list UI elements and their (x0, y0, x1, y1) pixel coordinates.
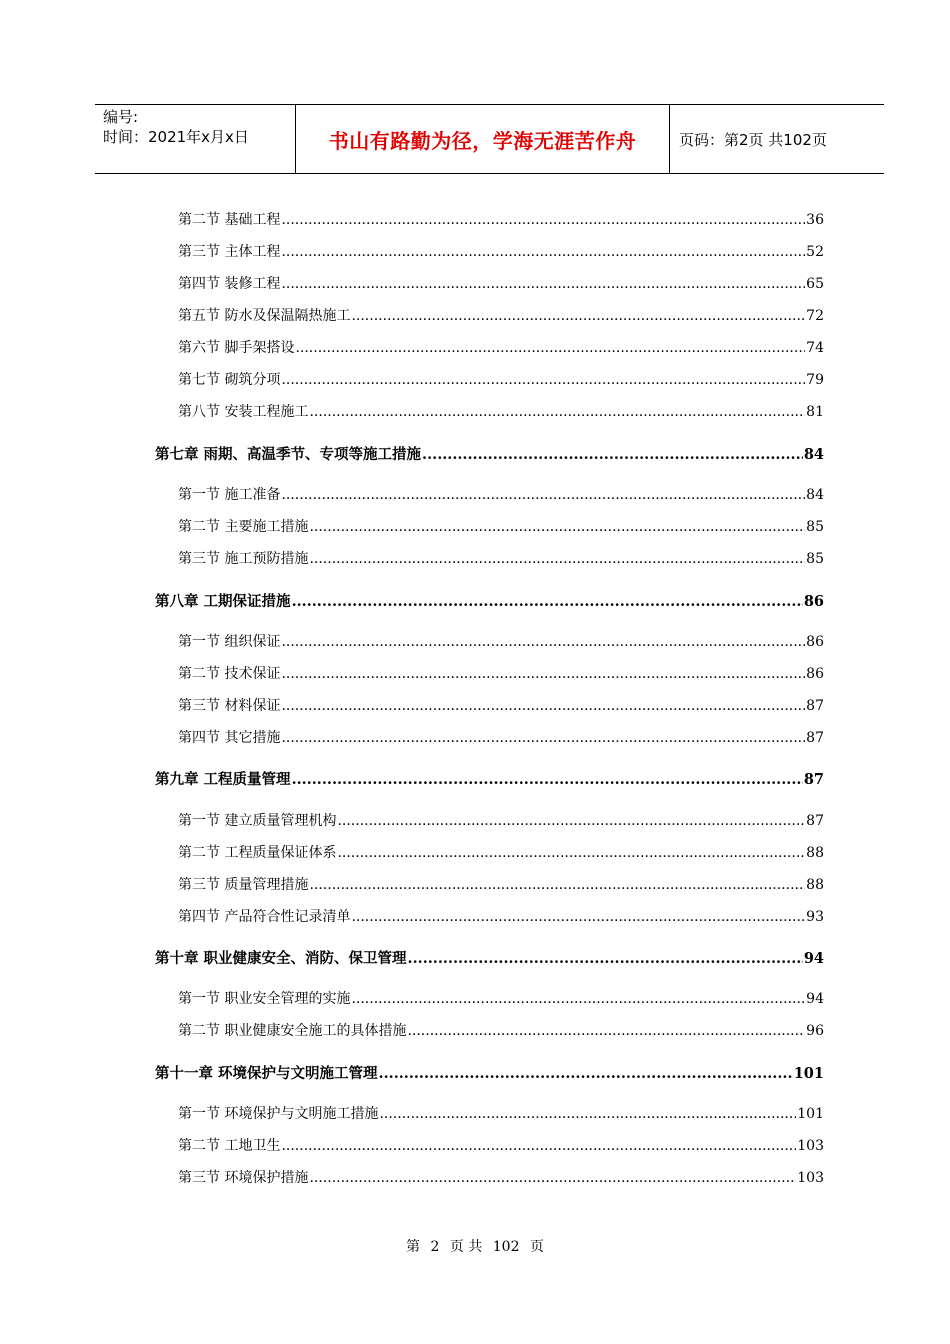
toc-entry-title: 第九章 工程质量管理 (155, 771, 291, 788)
toc-entry-title: 第三节 环境保护措施 (178, 1170, 309, 1186)
toc-leader-dots (281, 212, 805, 228)
toc-entry-page: 86 (806, 666, 824, 682)
toc-section-entry[interactable] (178, 305, 824, 325)
toc-leader-dots (292, 593, 803, 610)
toc-entry-title: 第三节 材料保证 (178, 698, 281, 714)
toc-entry-page: 87 (806, 730, 824, 746)
toc-leader-dots (281, 698, 805, 714)
toc-entry-title: 第八章 工期保证措施 (155, 593, 291, 610)
toc-entry-page: 65 (806, 276, 824, 292)
toc-leader-dots (337, 813, 805, 829)
toc-entry-title: 第一节 环境保护与文明施工措施 (178, 1106, 379, 1122)
toc-section-entry[interactable] (178, 906, 824, 926)
toc-chapter-entry[interactable] (155, 443, 824, 464)
toc-entry-page: 79 (806, 372, 824, 388)
toc-chapter-entry[interactable] (155, 1062, 824, 1083)
toc-leader-dots (281, 1138, 796, 1154)
toc-section-entry[interactable] (178, 663, 824, 683)
toc-entry-title: 第二节 职业健康安全施工的具体措施 (178, 1023, 407, 1039)
toc-leader-dots (309, 404, 805, 420)
toc-entry-title: 第四节 其它措施 (178, 730, 281, 746)
toc-entry-page: 72 (806, 308, 824, 324)
toc-leader-dots (351, 991, 805, 1007)
toc-entry-title: 第十一章 环境保护与文明施工管理 (155, 1065, 378, 1082)
document-number-label: 编号: (103, 108, 139, 126)
toc-entry-page: 96 (806, 1023, 824, 1039)
toc-entry-title: 第三节 施工预防措施 (178, 551, 309, 567)
toc-leader-dots (309, 519, 805, 535)
toc-entry-page: 87 (806, 698, 824, 714)
toc-leader-dots (422, 446, 803, 463)
toc-leader-dots (309, 1170, 796, 1186)
toc-section-entry[interactable] (178, 241, 824, 261)
header-meta (103, 107, 293, 147)
toc-section-entry[interactable] (178, 273, 824, 293)
toc-leader-dots (309, 551, 805, 567)
toc-entry-page: 86 (803, 593, 824, 610)
toc-entry-title: 第七节 砌筑分项 (178, 372, 281, 388)
toc-entry-title: 第二节 基础工程 (178, 212, 281, 228)
footer-prefix: 第 (406, 1239, 421, 1255)
toc-section-entry[interactable] (178, 484, 824, 504)
toc-entry-page: 94 (803, 950, 824, 967)
toc-leader-dots (281, 244, 805, 260)
toc-entry-page: 81 (806, 404, 824, 420)
toc-entry-page: 74 (806, 340, 824, 356)
toc-section-entry[interactable] (178, 874, 824, 894)
header-motto: 书山有路勤为径，学海无涯苦作舟 (328, 128, 637, 153)
toc-entry-page: 52 (806, 244, 824, 260)
page-footer (0, 1236, 950, 1256)
toc-entry-title: 第三节 质量管理措施 (178, 877, 309, 893)
toc-entry-page: 85 (806, 551, 824, 567)
toc-leader-dots (281, 487, 805, 503)
toc-section-entry[interactable] (178, 209, 824, 229)
toc-leader-dots (408, 950, 803, 967)
toc-leader-dots (281, 372, 805, 388)
toc-entry-title: 第四节 产品符合性记录清单 (178, 909, 351, 925)
toc-leader-dots (407, 1023, 805, 1039)
footer-total-pages: 102 (492, 1239, 520, 1255)
toc-section-entry[interactable] (178, 631, 824, 651)
footer-mid: 页 共 (449, 1239, 483, 1255)
toc-leader-dots (309, 877, 805, 893)
toc-section-entry[interactable] (178, 810, 824, 830)
header-divider (669, 105, 670, 173)
toc-entry-page: 103 (797, 1170, 824, 1186)
toc-entry-page: 88 (806, 845, 824, 861)
toc-entry-title: 第一节 建立质量管理机构 (178, 813, 337, 829)
toc-leader-dots (295, 340, 805, 356)
toc-entry-title: 第六节 脚手架搭设 (178, 340, 295, 356)
toc-entry-page: 85 (806, 519, 824, 535)
toc-entry-title: 第八节 安装工程施工 (178, 404, 309, 420)
toc-entry-page: 103 (797, 1138, 824, 1154)
footer-suffix: 页 (529, 1239, 544, 1255)
toc-section-entry[interactable] (178, 1020, 824, 1040)
toc-entry-page: 101 (793, 1065, 824, 1082)
document-time-label: 时间：2021年x月x日 (103, 128, 249, 146)
toc-section-entry[interactable] (178, 401, 824, 421)
header-page-info: 页码：第2页 共102页 (679, 130, 827, 149)
toc-entry-title: 第四节 装修工程 (178, 276, 281, 292)
toc-leader-dots (292, 771, 803, 788)
footer-current-page: 2 (430, 1239, 440, 1255)
toc-section-entry[interactable] (178, 842, 824, 862)
toc-entry-title: 第一节 施工准备 (178, 487, 281, 503)
toc-entry-title: 第二节 主要施工措施 (178, 519, 309, 535)
toc-section-entry[interactable] (178, 695, 824, 715)
toc-leader-dots (281, 730, 805, 746)
toc-section-entry[interactable] (178, 1167, 824, 1187)
toc-leader-dots (351, 308, 805, 324)
toc-section-entry[interactable] (178, 727, 824, 747)
toc-section-entry[interactable] (178, 369, 824, 389)
toc-entry-title: 第一节 组织保证 (178, 634, 281, 650)
toc-leader-dots (351, 909, 805, 925)
toc-leader-dots (337, 845, 805, 861)
toc-entry-title: 第十章 职业健康安全、消防、保卫管理 (155, 950, 407, 967)
toc-section-entry[interactable] (178, 1135, 824, 1155)
toc-entry-page: 84 (806, 487, 824, 503)
toc-entry-page: 87 (803, 771, 824, 788)
toc-section-entry[interactable] (178, 337, 824, 357)
toc-entry-page: 94 (806, 991, 824, 1007)
toc-entry-page: 87 (806, 813, 824, 829)
toc-section-entry[interactable] (178, 1103, 824, 1123)
toc-entry-title: 第二节 工程质量保证体系 (178, 845, 337, 861)
toc-entry-page: 86 (806, 634, 824, 650)
toc-entry-title: 第一节 职业安全管理的实施 (178, 991, 351, 1007)
toc-leader-dots (281, 276, 805, 292)
toc-section-entry[interactable] (178, 988, 824, 1008)
toc-entry-page: 88 (806, 877, 824, 893)
toc-entry-page: 101 (797, 1106, 824, 1122)
toc-section-entry[interactable] (178, 516, 824, 536)
toc-entry-page: 84 (803, 446, 824, 463)
toc-entry-page: 36 (806, 212, 824, 228)
toc-entry-title: 第二节 技术保证 (178, 666, 281, 682)
toc-chapter-entry[interactable] (155, 590, 824, 611)
toc-leader-dots (379, 1106, 796, 1122)
toc-entry-title: 第二节 工地卫生 (178, 1138, 281, 1154)
toc-section-entry[interactable] (178, 548, 824, 568)
document-header (95, 104, 884, 174)
toc-leader-dots (379, 1065, 793, 1082)
toc-chapter-entry[interactable] (155, 947, 824, 968)
toc-leader-dots (281, 666, 805, 682)
toc-chapter-entry[interactable] (155, 768, 824, 789)
toc-leader-dots (281, 634, 805, 650)
toc-entry-title: 第五节 防水及保温隔热施工 (178, 308, 351, 324)
toc-entry-title: 第七章 雨期、高温季节、专项等施工措施 (155, 446, 422, 463)
toc-entry-title: 第三节 主体工程 (178, 244, 281, 260)
toc-entry-page: 93 (806, 909, 824, 925)
